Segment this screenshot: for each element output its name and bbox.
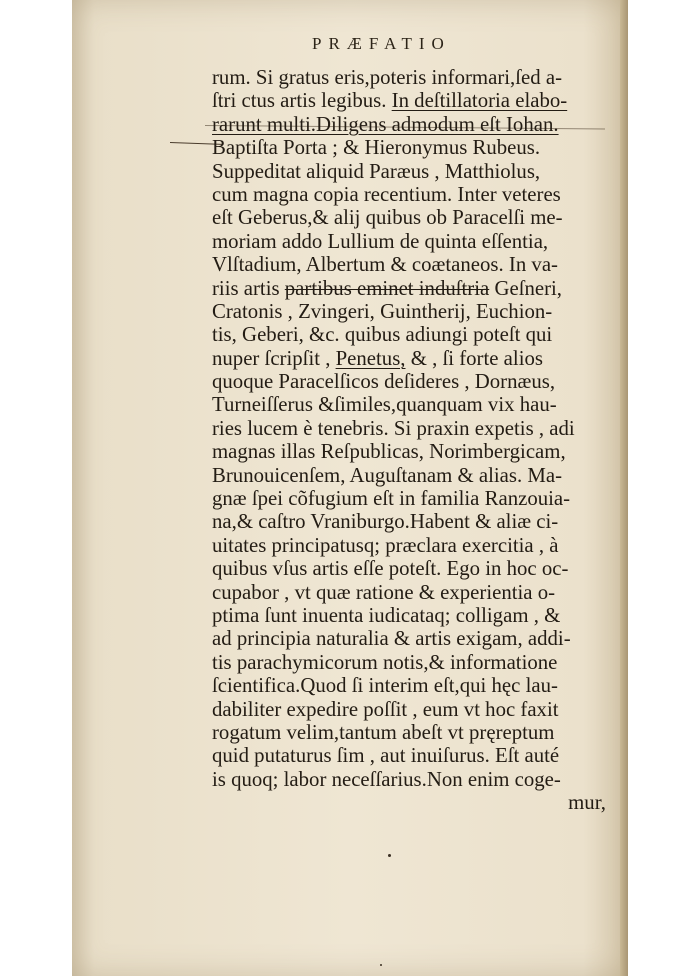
text-line: uitates principatusq; præclara exercitia , à xyxy=(212,533,559,557)
text-line: quid putaturus ſim , aut inuiſurus. Eſt auté xyxy=(212,744,560,768)
text-segment: riis artis xyxy=(212,276,285,300)
ink-speck xyxy=(388,854,391,857)
text-line: tis, Geberi, &c. quibus adiungi poteſt qui xyxy=(212,323,553,347)
text-line: magnas illas Reſpublicas, Norimbergicam, xyxy=(212,440,566,464)
text-line: is quoq; labor neceſſarius.Non enim coge- xyxy=(212,767,561,791)
text-line: rum. Si gratus eris,poteris informari,ſed a- xyxy=(212,66,562,89)
text-line: Brunouicenſem, Auguſtanam & alias. Ma- xyxy=(212,463,563,487)
text-line: dabiliter expedire poſſit , eum vt hoc faxit xyxy=(212,697,559,721)
text-line: quibus vſus artis eſſe poteſt. Ego in hoc oc- xyxy=(212,557,569,581)
text-line: ries lucem è tenebris. Si praxin expetis , adi xyxy=(212,416,575,440)
text-line: Suppeditat aliquid Paræus , Matthiolus, xyxy=(212,159,541,183)
text-line: ptima ſunt inuenta iudicataq; colligam , & xyxy=(212,603,561,627)
text-line: gnæ ſpei cõfugium eſt in familia Ranzouia- xyxy=(212,487,571,511)
text-line: Cratonis , Zvingeri, Guintherij, Euchion- xyxy=(212,299,553,323)
text-line xyxy=(212,277,606,300)
text-line: Vlſtadium, Albertum & coætaneos. In va- xyxy=(212,253,558,277)
underlined-text: In deſtillatoria elabo- xyxy=(391,89,568,113)
struck-text: partibus eminet induſtria xyxy=(284,276,490,300)
running-header: PRÆFATIO xyxy=(312,34,451,53)
underlined-text: Penetus, xyxy=(335,346,406,370)
catchword: mur, xyxy=(568,791,606,815)
text-line: tis parachymicorum notis,& informatione xyxy=(212,650,558,674)
text-line xyxy=(212,347,606,370)
text-line: rogatum velim,tantum abeſt vt pręreptum xyxy=(212,720,555,744)
text-line: ſcientifica.Quod ſi interim eſt,qui hęc lau- xyxy=(212,674,558,698)
text-line xyxy=(212,113,606,136)
text-line: Baptiſta Porta ; & Hieronymus Rubeus. xyxy=(212,136,541,160)
underlined-text: rarunt multi.Diligens admodum eſt Iohan. xyxy=(212,112,559,136)
text-line: Turneiſſerus &ſimiles,quanquam vix hau- xyxy=(212,393,557,417)
text-segment: nuper ſcripſit , xyxy=(212,346,336,370)
text-segment: & , ſi forte alios xyxy=(405,346,543,370)
text-line: quoque Paracelſicos deſideres , Dornæus, xyxy=(212,370,556,394)
text-line: cum magna copia recentium. Inter veteres xyxy=(212,182,561,206)
page-edge xyxy=(620,0,628,976)
text-line: eſt Geberus,& alij quibus ob Paracelſi me- xyxy=(212,206,563,230)
text-line: ad principia naturalia & artis exigam, addi- xyxy=(212,627,571,651)
text-segment: Geſneri, xyxy=(489,276,563,300)
ink-speck xyxy=(380,964,382,966)
text-line: na,& caſtro Vraniburgo.Habent & aliæ ci- xyxy=(212,510,559,534)
text-line: moriam addo Lullium de quinta eſſentia, xyxy=(212,229,549,253)
text-line: cupabor , vt quæ ratione & experientia o- xyxy=(212,580,556,604)
body-text xyxy=(212,66,606,815)
text-segment: ſtri ctus artis legibus. xyxy=(212,89,387,113)
text-line xyxy=(212,89,606,112)
